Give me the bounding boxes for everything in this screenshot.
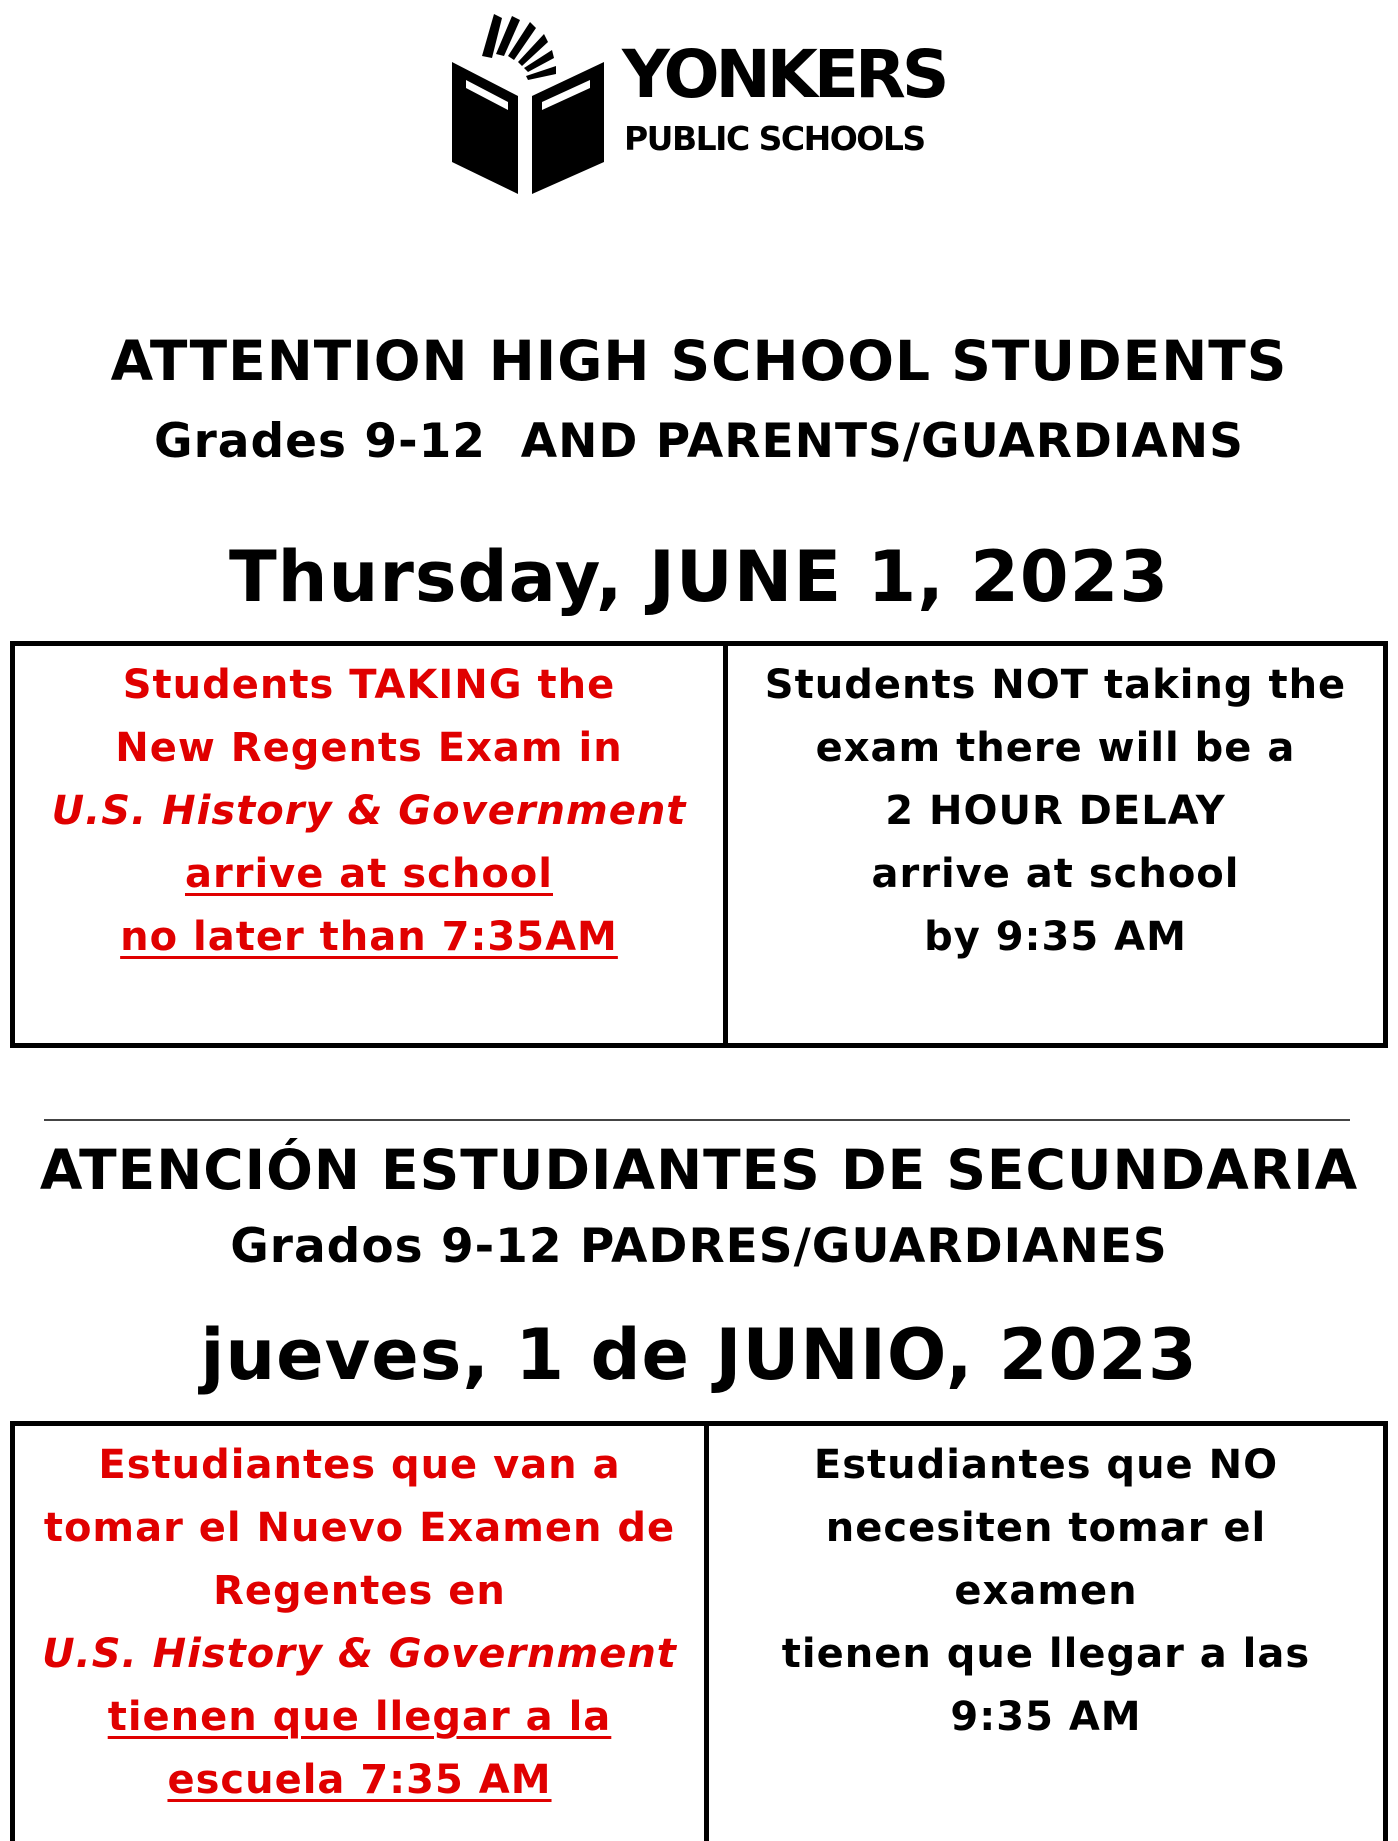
- spanish-taking-line5: tienen que llegar a la: [107, 1694, 612, 1740]
- spanish-not-taking-line4: tienen que llegar a las: [781, 1631, 1311, 1677]
- spanish-date: jueves, 1 de JUNIO, 2023: [200, 1314, 1198, 1396]
- spanish-notice-table: [10, 1421, 1388, 1841]
- spanish-not-taking-line1: Estudiantes que NO: [813, 1442, 1279, 1488]
- english-not-taking-line1: Students NOT taking the: [764, 662, 1347, 708]
- english-date: Thursday, JUNE 1, 2023: [228, 536, 1170, 618]
- spanish-taking-time: escuela 7:35 AM: [167, 1757, 552, 1803]
- spanish-taking-line2: tomar el Nuevo Examen de: [43, 1505, 676, 1551]
- english-not-taking-cell: [728, 646, 1383, 1043]
- logo-name-sub: PUBLIC SCHOOLS: [624, 119, 925, 158]
- spanish-not-taking-cell: [709, 1426, 1383, 1841]
- english-taking-cell: [15, 646, 728, 1043]
- spanish-taking-cell: [15, 1426, 709, 1841]
- english-not-taking-time: by 9:35 AM: [924, 914, 1187, 960]
- english-taking-line2: New Regents Exam in: [115, 725, 623, 771]
- english-taking-line1: Students TAKING the: [122, 662, 616, 708]
- english-subtitle: Grades 9-12 AND PARENTS/GUARDIANS: [154, 414, 1244, 469]
- spanish-title: ATENCIÓN ESTUDIANTES DE SECUNDARIA: [39, 1138, 1359, 1202]
- spanish-taking-subject: U.S. History & Government: [42, 1631, 677, 1677]
- spanish-not-taking-line3: examen: [954, 1568, 1138, 1614]
- open-book-logo-icon: [452, 14, 604, 194]
- spanish-taking-line3: Regentes en: [213, 1568, 506, 1614]
- spanish-subtitle: Grados 9-12 PADRES/GUARDIANES: [230, 1219, 1168, 1274]
- spanish-taking-line1: Estudiantes que van a: [98, 1442, 621, 1488]
- english-taking-line4: arrive at school: [185, 851, 553, 897]
- english-delay-notice: 2 HOUR DELAY: [885, 788, 1226, 834]
- spanish-not-taking-line2: necesiten tomar el: [825, 1505, 1267, 1551]
- english-notice-table: [10, 641, 1388, 1048]
- english-taking-subject: U.S. History & Government: [51, 788, 687, 834]
- logo-name-main: YONKERS: [622, 36, 946, 113]
- english-not-taking-line2: exam there will be a: [815, 725, 1296, 771]
- spanish-not-taking-time: 9:35 AM: [950, 1694, 1142, 1740]
- yonkers-logo: [452, 14, 962, 194]
- english-taking-time: no later than 7:35AM: [120, 914, 618, 960]
- english-not-taking-line4: arrive at school: [871, 851, 1240, 897]
- section-divider: [44, 1119, 1350, 1121]
- english-title: ATTENTION HIGH SCHOOL STUDENTS: [110, 329, 1288, 393]
